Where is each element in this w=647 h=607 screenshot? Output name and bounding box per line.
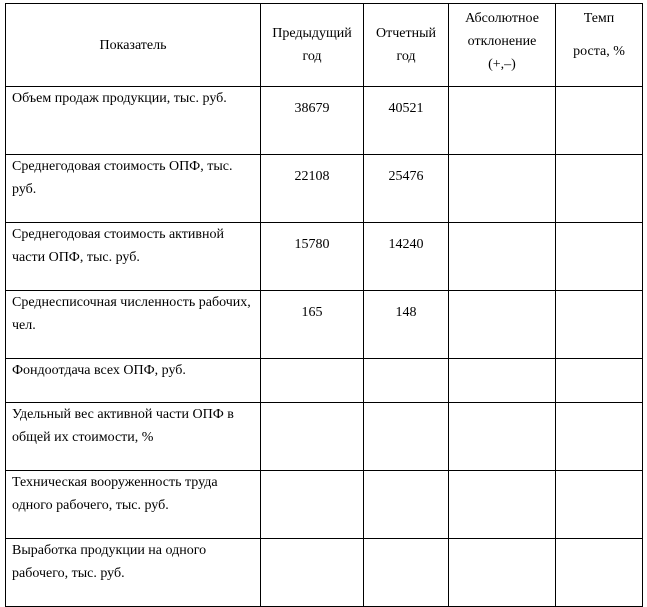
indicators-table — [5, 3, 643, 607]
cell-report — [364, 471, 449, 539]
header-growth-line1: Темп — [583, 11, 615, 26]
row-label: Среднесписочная численность рабочих, чел. — [6, 291, 261, 359]
cell-report — [364, 359, 449, 403]
cell-report: 25476 — [364, 155, 449, 223]
row-label: Среднегодовая стоимость ОПФ, тыс. руб. — [6, 155, 261, 223]
cell-abs — [449, 539, 556, 607]
cell-abs — [449, 359, 556, 403]
cell-abs — [449, 291, 556, 359]
header-report-year-line2: год — [396, 49, 416, 64]
header-abs-line1: Абсолютное — [465, 11, 539, 26]
cell-abs — [449, 87, 556, 155]
table-row — [6, 359, 643, 403]
header-row — [6, 4, 643, 87]
row-label: Фондоотдача всех ОПФ, руб. — [6, 359, 261, 403]
header-indicator-label: Показатель — [99, 37, 167, 53]
cell-previous — [261, 471, 364, 539]
table-row — [6, 471, 643, 539]
cell-growth — [556, 359, 643, 403]
header-report-year-line1: Отчетный — [376, 26, 436, 41]
cell-previous — [261, 403, 364, 471]
cell-previous — [261, 539, 364, 607]
cell-report: 148 — [364, 291, 449, 359]
header-growth-line2: роста, % — [573, 44, 625, 59]
cell-previous: 22108 — [261, 155, 364, 223]
cell-report — [364, 403, 449, 471]
header-abs-line2: отклонение — [467, 34, 537, 49]
cell-growth — [556, 87, 643, 155]
cell-growth — [556, 539, 643, 607]
cell-previous — [261, 359, 364, 403]
header-previous-year-line1: Предыдущий — [272, 26, 352, 41]
cell-abs — [449, 471, 556, 539]
table-row — [6, 539, 643, 607]
row-label: Среднегодовая стоимость активной части ОПФ, тыс. руб. — [6, 223, 261, 291]
header-indicator — [6, 4, 261, 87]
row-label: Техническая вооруженность труда одного рабочего, тыс. руб. — [6, 471, 261, 539]
table-row — [6, 223, 643, 291]
table-row — [6, 291, 643, 359]
cell-report: 14240 — [364, 223, 449, 291]
cell-growth — [556, 291, 643, 359]
cell-report — [364, 539, 449, 607]
header-previous-year-line2: год — [302, 49, 322, 64]
cell-growth — [556, 155, 643, 223]
row-label: Объем продаж продукции, тыс. руб. — [6, 87, 261, 155]
cell-abs — [449, 403, 556, 471]
table-row — [6, 403, 643, 471]
header-abs-line3: (+,–) — [488, 57, 516, 72]
cell-previous: 165 — [261, 291, 364, 359]
table-row — [6, 155, 643, 223]
cell-abs — [449, 223, 556, 291]
cell-growth — [556, 403, 643, 471]
cell-previous: 38679 — [261, 87, 364, 155]
cell-growth — [556, 471, 643, 539]
header-growth-rate — [556, 4, 643, 87]
row-label: Выработка продукции на одного рабочего, тыс. руб. — [6, 539, 261, 607]
cell-previous: 15780 — [261, 223, 364, 291]
cell-report: 40521 — [364, 87, 449, 155]
cell-growth — [556, 223, 643, 291]
row-label: Удельный вес активной части ОПФ в общей их стоимости, % — [6, 403, 261, 471]
header-previous-year — [261, 4, 364, 87]
table-row — [6, 87, 643, 155]
header-absolute-deviation — [449, 4, 556, 87]
cell-abs — [449, 155, 556, 223]
header-report-year — [364, 4, 449, 87]
